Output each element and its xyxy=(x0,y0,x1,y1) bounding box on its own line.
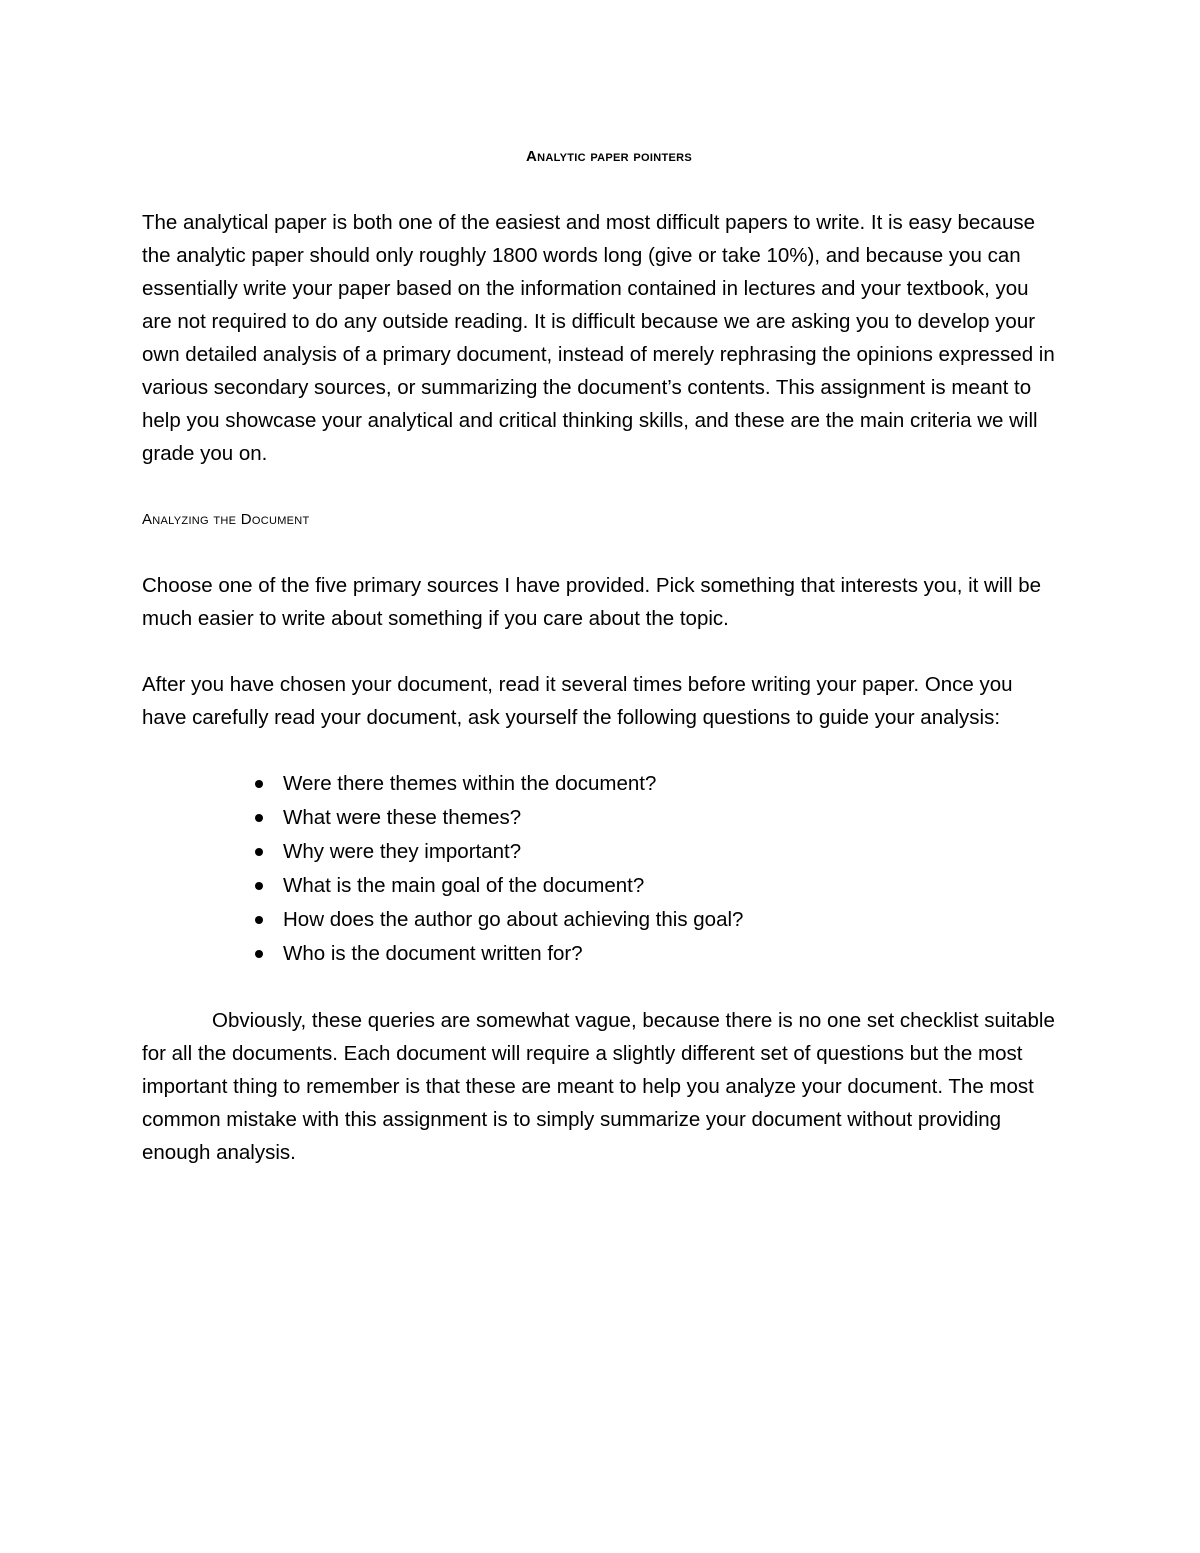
list-item xyxy=(247,937,1062,971)
list-item xyxy=(247,903,1062,937)
list-item-text: Who is the document written for? xyxy=(283,942,583,965)
list-item-text: Why were they important? xyxy=(283,840,522,863)
list-item-text: Were there themes within the document? xyxy=(283,772,657,795)
bullet-icon xyxy=(255,950,263,958)
bullet-icon xyxy=(255,916,263,924)
bullet-icon xyxy=(255,780,263,788)
choose-paragraph: Choose one of the five primary sources I have provided. Pick something that interests you, it will be much easier to write about something if you care about the topic. xyxy=(142,574,1042,630)
question-list xyxy=(142,767,1062,971)
list-item-text: How does the author go about achieving this goal? xyxy=(283,908,744,931)
section-heading: Analyzing the Document xyxy=(142,511,310,528)
list-item-text: What were these themes? xyxy=(283,806,522,829)
list-item xyxy=(247,801,1062,835)
list-item xyxy=(247,835,1062,869)
intro-paragraph: The analytical paper is both one of the easiest and most difficult papers to write. It is easy because the analytic paper should only roughly 1800 words long (give or take 10%), and because you can essentially write your paper based on the information contained in lectures and your textbook, you are not required to do any outside reading. It is difficult because we are asking you to develop your own detailed analysis of a primary document, instead of merely rephrasing the opinions expressed in various secondary sources, or summarizing the document’s contents. This assignment is meant to help you showcase your analytical and critical thinking skills, and these are the main criteria we will grade you on. xyxy=(142,211,1055,465)
bullet-icon xyxy=(255,814,263,822)
closing-paragraph: Obviously, these queries are somewhat vague, because there is no one set checklist suitable for all the documents. Each document will require a slightly different set of questions but the most important thing to remember is that these are meant to help you analyze your document. The most common mistake with this assignment is to simply summarize your document without providing enough analysis. xyxy=(142,1009,1055,1164)
list-item xyxy=(247,869,1062,903)
list-item xyxy=(247,767,1062,801)
after-paragraph: After you have chosen your document, read it several times before writing your paper. Once you have carefully read your document, ask yourself the following questions to guide your analysis: xyxy=(142,673,1013,729)
bullet-icon xyxy=(255,882,263,890)
list-item-text: What is the main goal of the document? xyxy=(283,874,645,897)
document-body xyxy=(142,140,1062,1169)
document-title: Analytic paper pointers xyxy=(525,148,693,165)
bullet-icon xyxy=(255,848,263,856)
